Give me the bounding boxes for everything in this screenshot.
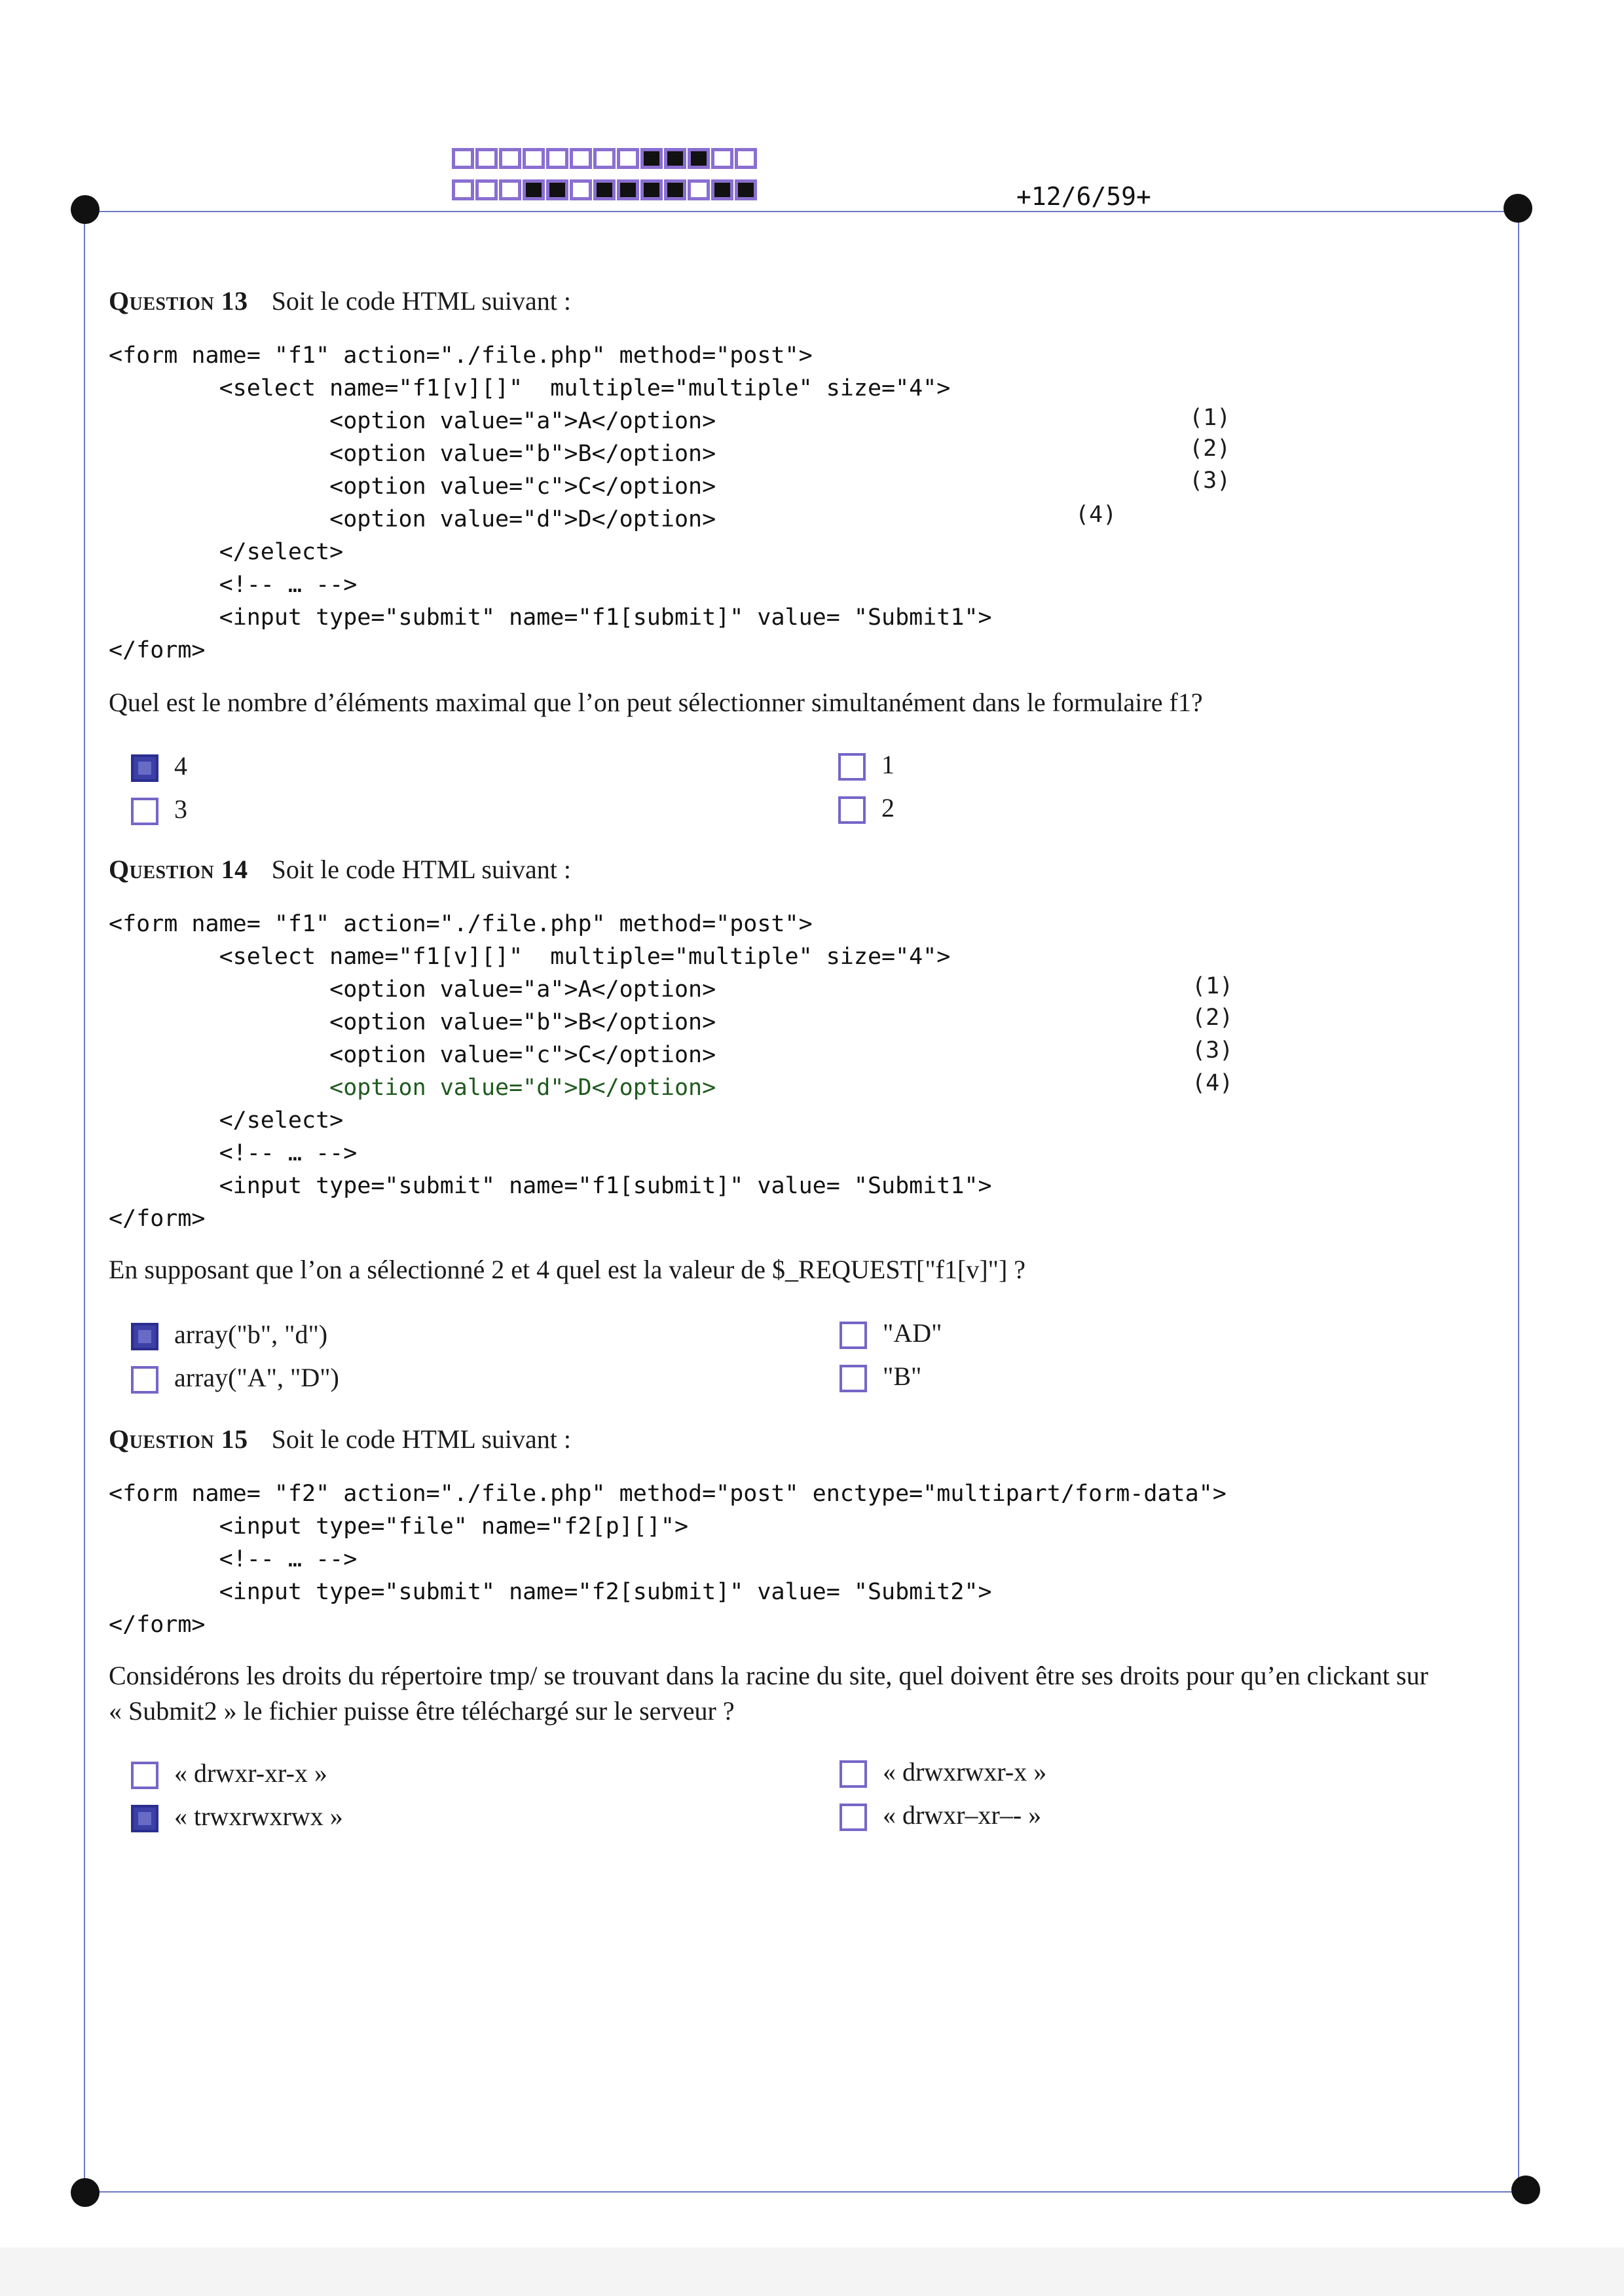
answer-label: "B"	[883, 1361, 922, 1391]
barcode-cell	[711, 179, 733, 200]
code-line: <input type="submit" name="f1[submit]" value= "Submit1">	[109, 604, 992, 631]
line-marker-4: (4)	[1192, 1070, 1234, 1096]
code-line: <input type="submit" name="f1[submit]" value= "Submit1">	[109, 1173, 992, 1199]
question-15-intro: Soit le code HTML suivant :	[271, 1424, 571, 1454]
question-15-prompt-line-1: Considérons les droits du répertoire tmp/ se trouvant dans la racine du site, quel doivent être ses droits pour qu’en clickant sur	[109, 1661, 1429, 1690]
barcode-cell	[664, 179, 686, 200]
corner-mark-top-left	[71, 195, 100, 224]
code-line: <select name="f1[v][]" multiple="multiple" size="4">	[109, 944, 951, 970]
barcode-cell	[640, 148, 663, 169]
barcode-cell	[570, 179, 592, 200]
code-line: <option value="b">B</option>	[109, 441, 716, 467]
answer-checkbox[interactable]	[131, 1366, 158, 1394]
barcode-cell	[593, 148, 616, 169]
answer-label: « drwxrwxr-x »	[883, 1757, 1047, 1787]
question-13-intro: Soit le code HTML suivant :	[271, 286, 571, 316]
barcode-cell	[523, 179, 545, 200]
answer-checkbox[interactable]	[840, 1760, 867, 1788]
answer-label: 4	[174, 751, 187, 781]
question-15-header	[109, 1424, 571, 1454]
barcode-cell	[640, 179, 663, 200]
code-line: <form name= "f2" action="./file.php" method="post" enctype="multipart/form-data">	[109, 1481, 1227, 1507]
line-marker-3: (3)	[1192, 1037, 1234, 1064]
code-line: <form name= "f1" action="./file.php" method="post">	[109, 343, 813, 369]
barcode-cell	[735, 179, 757, 200]
question-14-label: Question 14	[109, 855, 248, 884]
code-line: <option value="a">A</option>	[109, 976, 716, 1003]
code-line: <option value="d">D</option>	[109, 506, 716, 532]
line-marker-1: (1)	[1189, 405, 1231, 431]
barcode-cell	[523, 148, 545, 169]
line-marker-1: (1)	[1192, 973, 1234, 999]
code-line: <input type="submit" name="f2[submit]" value= "Submit2">	[109, 1579, 992, 1605]
barcode-cell	[499, 179, 521, 200]
answer-checkbox[interactable]	[131, 798, 158, 825]
code-line: </form>	[109, 1206, 206, 1232]
barcode-cell	[546, 179, 568, 200]
corner-mark-top-right	[1504, 194, 1532, 223]
barcode-cell	[664, 148, 686, 169]
code-line: <!-- … -->	[109, 572, 358, 598]
corner-mark-bottom-right	[1511, 2176, 1540, 2204]
answer-label: 1	[881, 750, 895, 779]
line-marker-2: (2)	[1189, 435, 1231, 462]
question-15-label: Question 15	[109, 1424, 248, 1454]
barcode-cell	[475, 179, 498, 200]
barcode-cell	[735, 148, 757, 169]
page-id-label: +12/6/59+	[1016, 182, 1151, 211]
barcode-cell	[452, 179, 474, 200]
code-line: <option value="c">C</option>	[109, 1042, 716, 1068]
answer-label: « drwxr–xr–- »	[883, 1800, 1042, 1830]
barcode-cell	[688, 148, 710, 169]
answer-checkbox[interactable]	[838, 753, 866, 781]
barcode-cell	[570, 148, 592, 169]
barcode-cell	[688, 179, 710, 200]
answer-checkbox[interactable]	[131, 754, 158, 782]
code-line: <!-- … -->	[109, 1546, 358, 1572]
barcode-cell	[499, 148, 521, 169]
code-line: <option value="b">B</option>	[109, 1009, 716, 1035]
barcode-cell	[617, 148, 639, 169]
barcode-cell	[546, 148, 568, 169]
code-line: <!-- … -->	[109, 1140, 358, 1166]
barcode-cell	[475, 148, 498, 169]
barcode-cell	[452, 148, 474, 169]
line-marker-3: (3)	[1189, 468, 1231, 494]
code-line: <option value="c">C</option>	[109, 473, 716, 500]
code-line: </select>	[109, 1107, 344, 1134]
answer-label: array("A", "D")	[174, 1363, 339, 1392]
answer-checkbox[interactable]	[840, 1365, 867, 1392]
answer-label: « drwxr-xr-x »	[174, 1758, 327, 1788]
code-line: <select name="f1[v][]" multiple="multiple" size="4">	[109, 375, 951, 401]
answer-label: array("b", "d")	[174, 1320, 328, 1349]
barcode-cell	[711, 148, 733, 169]
question-14-header	[109, 854, 571, 885]
answer-checkbox[interactable]	[131, 1762, 158, 1789]
answer-checkbox[interactable]	[840, 1322, 867, 1349]
scan-bottom-shade	[0, 2248, 1624, 2296]
code-line: <form name= "f1" action="./file.php" method="post">	[109, 911, 813, 937]
question-14-intro: Soit le code HTML suivant :	[271, 855, 571, 884]
corner-mark-bottom-left	[71, 2178, 100, 2207]
code-line: </form>	[109, 637, 206, 663]
code-line: <input type="file" name="f2[p][]">	[109, 1513, 689, 1540]
question-15-prompt-line-2: « Submit2 » le fichier puisse être téléchargé sur le serveur ?	[109, 1696, 735, 1726]
answer-label: « trwxrwxrwx »	[174, 1802, 343, 1831]
answer-label: "AD"	[883, 1318, 942, 1348]
question-14-prompt: En supposant que l’on a sélectionné 2 et 4 quel est la valeur de $_REQUEST["f1[v]"] ?	[109, 1255, 1026, 1284]
answer-label: 2	[881, 793, 895, 823]
code-line: </form>	[109, 1612, 206, 1638]
answer-checkbox[interactable]	[131, 1805, 158, 1832]
code-line: </select>	[109, 539, 344, 565]
question-13-label: Question 13	[109, 286, 248, 316]
question-13-header	[109, 286, 571, 316]
answer-checkbox[interactable]	[840, 1804, 867, 1831]
code-line: <option value="d">D</option>	[109, 1075, 716, 1101]
answer-label: 3	[174, 794, 187, 824]
barcode-cell	[617, 179, 639, 200]
line-marker-2: (2)	[1192, 1005, 1234, 1031]
line-marker-4: (4)	[1075, 502, 1117, 528]
answer-checkbox[interactable]	[838, 796, 866, 824]
code-line: <option value="a">A</option>	[109, 408, 716, 434]
barcode-cell	[593, 179, 616, 200]
question-13-prompt: Quel est le nombre d’éléments maximal que l’on peut sélectionner simultanément dans le formulaire f1?	[109, 688, 1203, 717]
answer-checkbox[interactable]	[131, 1323, 158, 1350]
